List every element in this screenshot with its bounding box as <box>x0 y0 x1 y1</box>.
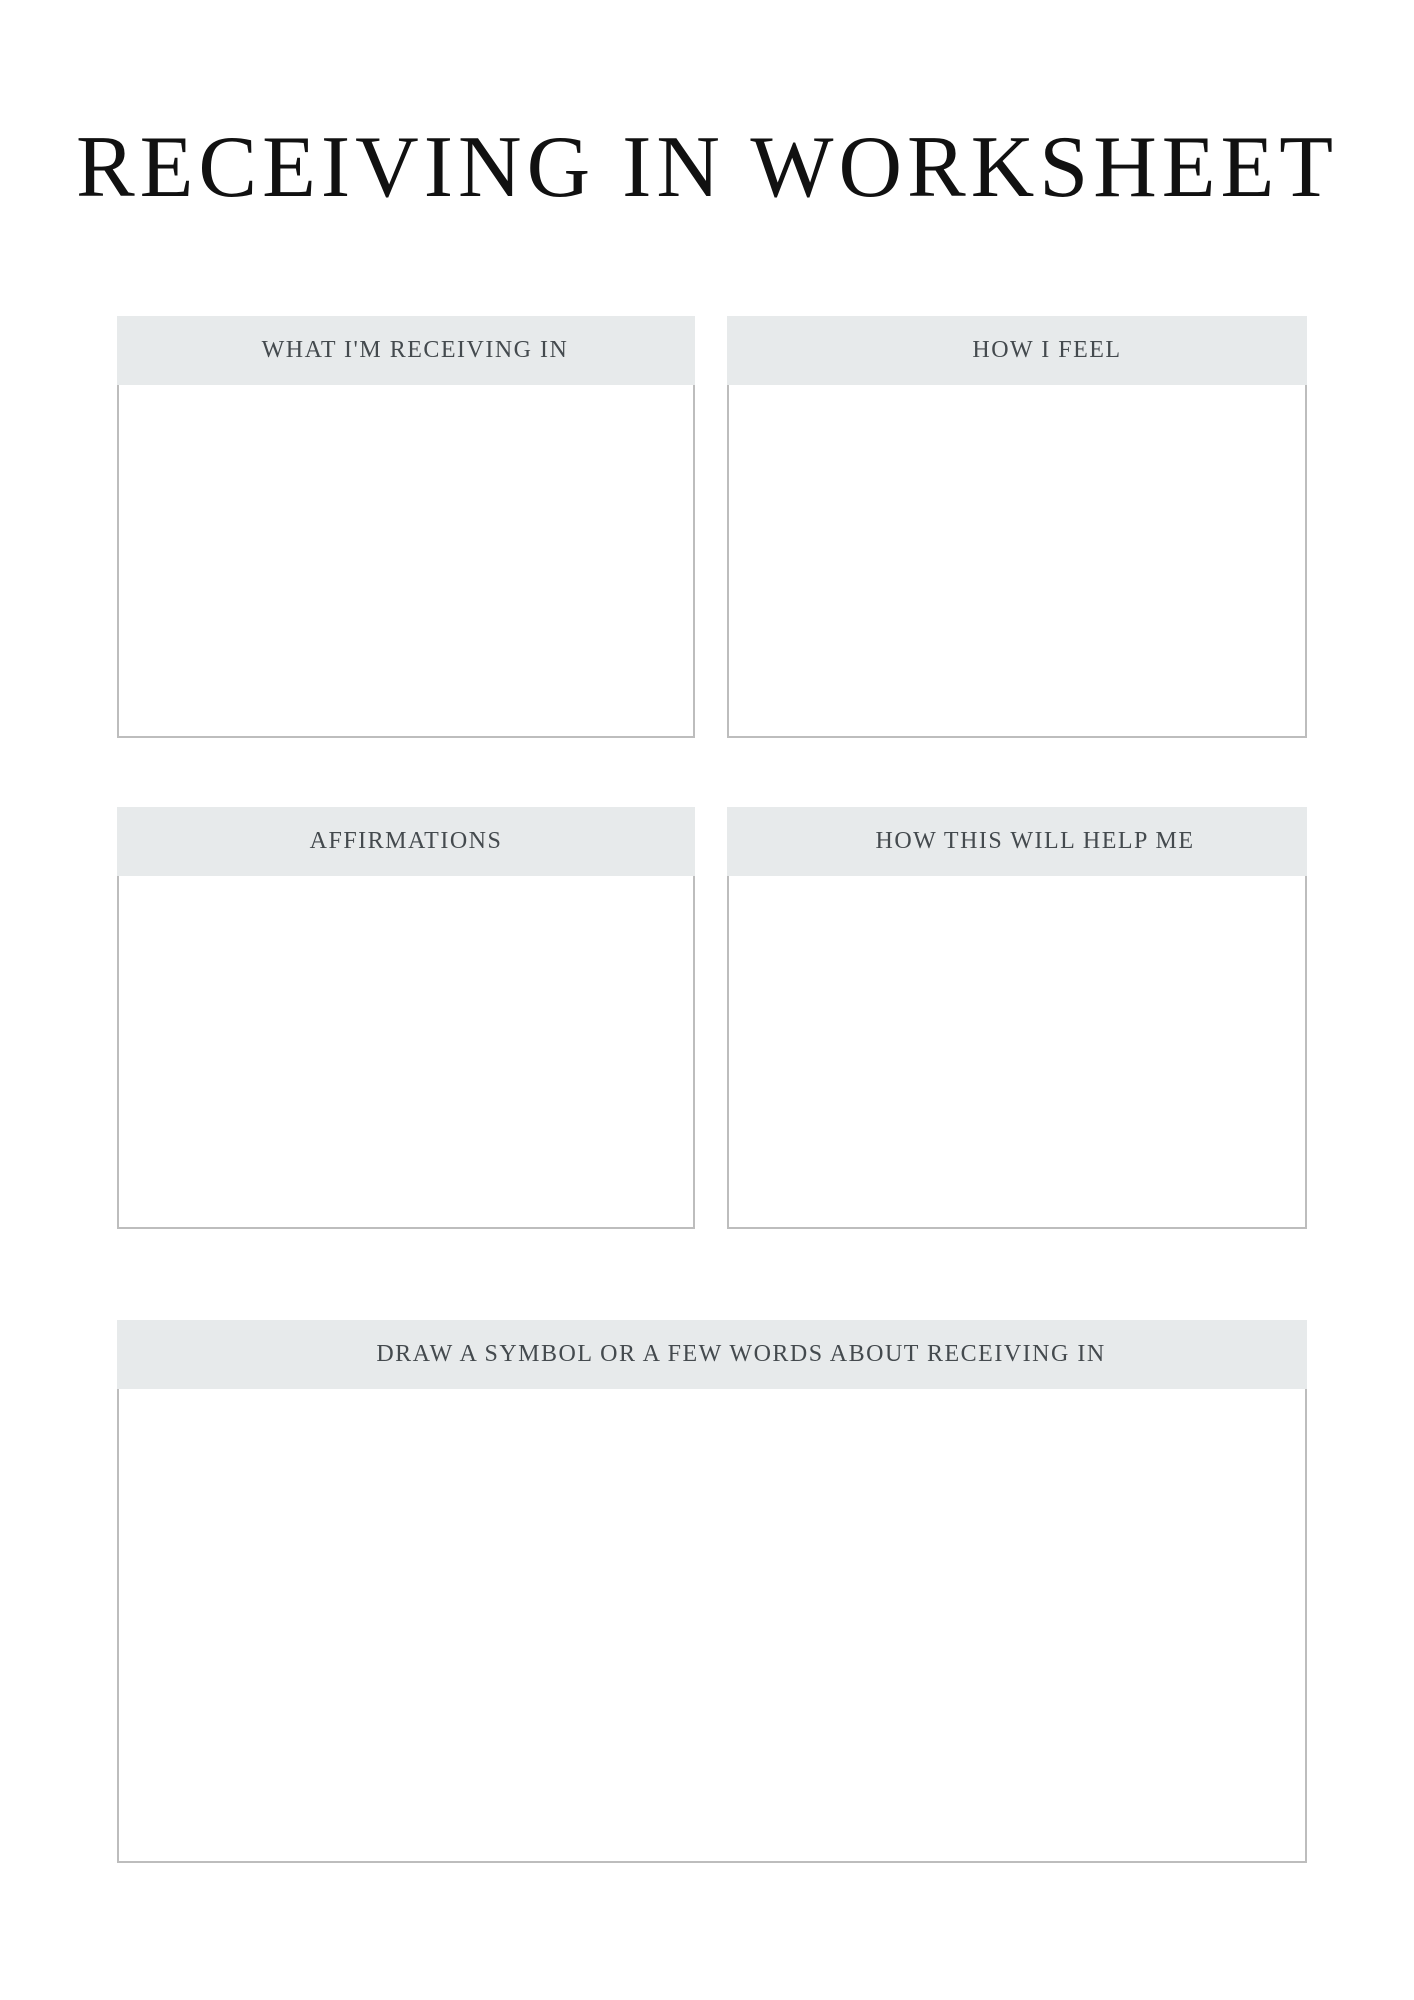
section-header: HOW I FEEL <box>727 316 1307 385</box>
section-how-i-feel <box>727 316 1307 738</box>
section-what-im-receiving-in <box>117 316 695 738</box>
drawing-area[interactable] <box>117 1389 1307 1863</box>
section-affirmations <box>117 807 695 1229</box>
writing-area[interactable] <box>117 876 695 1229</box>
page-title: RECEIVING IN WORKSHEET <box>75 119 1339 216</box>
section-header: HOW THIS WILL HELP ME <box>727 807 1307 876</box>
writing-area[interactable] <box>727 876 1307 1229</box>
section-header: WHAT I'M RECEIVING IN <box>117 316 695 385</box>
section-draw-symbol <box>117 1320 1307 1863</box>
section-header: DRAW A SYMBOL OR A FEW WORDS ABOUT RECEIVING IN <box>117 1320 1307 1389</box>
section-header: AFFIRMATIONS <box>117 807 695 876</box>
writing-area[interactable] <box>727 385 1307 738</box>
writing-area[interactable] <box>117 385 695 738</box>
section-how-this-will-help-me <box>727 807 1307 1229</box>
